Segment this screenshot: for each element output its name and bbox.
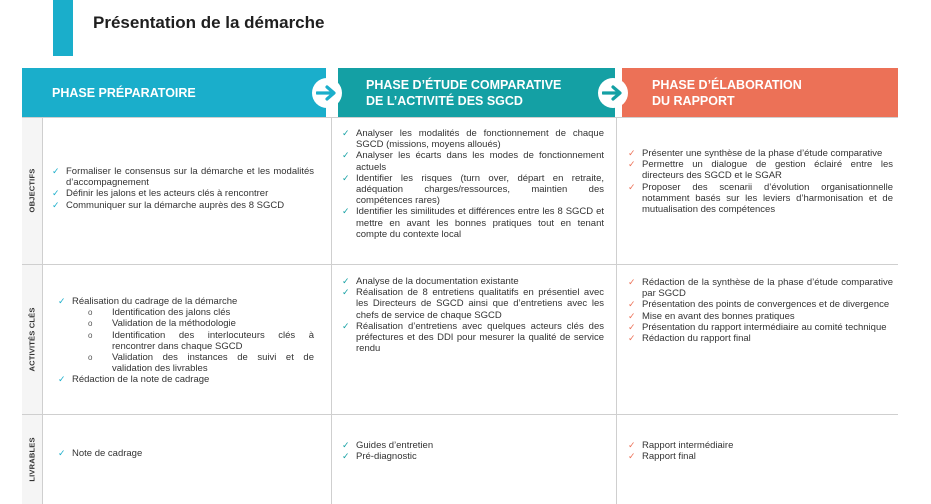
phase-header-etude-comparative bbox=[338, 68, 615, 117]
grid-divider bbox=[616, 117, 617, 504]
list-item: ✓ Rapport final bbox=[628, 451, 696, 463]
list-item: ✓ Guides d’entretien bbox=[342, 440, 434, 451]
grid-divider bbox=[22, 264, 898, 265]
activites-phase3 bbox=[628, 277, 893, 344]
arrow-right-icon bbox=[312, 78, 342, 108]
objectifs-phase2 bbox=[342, 128, 604, 240]
list-item: ✓ Rédaction de la synthèse de la phase d’étude comparative par SGCD bbox=[628, 277, 893, 300]
checkmark-icon: ✓ bbox=[342, 206, 350, 217]
sub-list-item: o Identification des interlocuteurs clés à rencontrer dans chaque SGCD bbox=[88, 329, 314, 352]
phase-title-line: PHASE D’ÉTUDE COMPARATIVE bbox=[366, 77, 562, 92]
list-item: ✓ Mise en avant des bonnes pratiques bbox=[628, 310, 795, 322]
list-item: ✓ Analyse de la documentation existante bbox=[342, 276, 519, 287]
checkmark-icon: ✓ bbox=[342, 150, 350, 161]
checkmark-icon: ✓ bbox=[628, 159, 636, 170]
checkmark-icon: ✓ bbox=[52, 166, 60, 176]
list-item: ✓ Communiquer sur la démarche auprès des 8 SGCD bbox=[52, 199, 285, 211]
checkmark-icon: ✓ bbox=[342, 320, 350, 331]
checkmark-icon: ✓ bbox=[342, 172, 350, 183]
checkmark-icon: ✓ bbox=[58, 296, 66, 306]
checkmark-icon: ✓ bbox=[628, 181, 636, 192]
checkmark-icon: ✓ bbox=[628, 299, 636, 310]
row-label-livrables: LIVRABLES bbox=[27, 436, 37, 482]
phase-title-line: DU RAPPORT bbox=[652, 93, 735, 108]
list-item: ✓ Identifier les similitudes et différences entre les 8 SGCD et mettre en avant les bonnes pratiques tout en tenant compte du contexte local bbox=[342, 206, 604, 240]
checkmark-icon: ✓ bbox=[628, 277, 636, 287]
livrables-phase3 bbox=[628, 440, 893, 462]
circle-bullet-icon: o bbox=[88, 308, 93, 318]
grid-divider bbox=[22, 414, 898, 415]
list-item: ✓ Présentation des points de convergences et de divergence bbox=[628, 299, 890, 311]
activites-phase1 bbox=[58, 296, 314, 386]
grid-divider bbox=[42, 117, 43, 504]
phase-title-line: PHASE D’ÉLABORATION bbox=[652, 77, 802, 92]
sub-list-item: o Validation de la méthodologie bbox=[88, 318, 236, 330]
list-item: ✓ Présenter une synthèse de la phase d’étude comparative bbox=[628, 148, 883, 159]
phase-title-line: PHASE PRÉPARATOIRE bbox=[52, 85, 196, 100]
list-item: ✓ Note de cadrage bbox=[58, 448, 143, 459]
grid-divider bbox=[331, 117, 332, 504]
checkmark-icon: ✓ bbox=[342, 440, 350, 450]
list-item: ✓ Définir les jalons et les acteurs clés à rencontrer bbox=[52, 188, 269, 200]
list-item: ✓ Analyser les écarts dans les modes de fonctionnement actuels bbox=[342, 150, 604, 173]
circle-bullet-icon: o bbox=[88, 319, 93, 329]
list-item: ✓ Présentation du rapport intermédiaire au comité technique bbox=[628, 321, 887, 333]
objectifs-phase1 bbox=[52, 166, 314, 211]
list-item: ✓ Réalisation d’entretiens avec quelques acteurs clés des préfectures et des DDI pour mesurer la qualité de service rendu bbox=[342, 320, 604, 355]
checkmark-icon: ✓ bbox=[342, 276, 350, 286]
list-item: ✓ Rédaction du rapport final bbox=[628, 333, 751, 345]
sub-list-item: o Identification des jalons clés bbox=[88, 307, 231, 319]
phase-title-line: DE L’ACTIVITÉ DES SGCD bbox=[366, 93, 523, 108]
livrables-phase1 bbox=[58, 448, 314, 459]
checkmark-icon: ✓ bbox=[342, 287, 350, 298]
checkmark-icon: ✓ bbox=[628, 333, 636, 344]
list-item: ✓ Proposer des scenarii d’évolution organisationnelle notamment basés sur les leviers d’harmonisation et de mutualisation des compétences bbox=[628, 181, 893, 216]
sub-list-item: o Validation des instances de suivi et de validation des livrables bbox=[88, 352, 314, 375]
checkmark-icon: ✓ bbox=[342, 451, 350, 462]
checkmark-icon: ✓ bbox=[52, 188, 60, 199]
list-item: ✓ Réalisation du cadrage de la démarche bbox=[58, 296, 238, 307]
list-item: ✓ Identifier les risques (turn over, départ en retraite, adéquation charges/ressources, maintien des compétences rares) bbox=[342, 172, 604, 207]
circle-bullet-icon: o bbox=[88, 353, 93, 363]
phase-header-elaboration-rapport bbox=[622, 68, 898, 117]
circle-bullet-icon: o bbox=[88, 330, 93, 340]
checkmark-icon: ✓ bbox=[52, 199, 60, 210]
activites-phase2 bbox=[342, 276, 604, 354]
list-item: ✓ Analyser les modalités de fonctionnement de chaque SGCD (missions, moyens alloués) bbox=[342, 128, 604, 151]
checkmark-icon: ✓ bbox=[628, 451, 636, 462]
checkmark-icon: ✓ bbox=[58, 448, 66, 458]
list-item: ✓ Réalisation de 8 entretiens qualitatifs en présentiel avec les Directeurs de SGCD ainsi que d’entretiens avec les chefs de service de chaque SGCD bbox=[342, 287, 604, 321]
livrables-phase2 bbox=[342, 440, 604, 462]
list-item: ✓ Formaliser le consensus sur la démarche et les modalités d’accompagnement bbox=[52, 166, 314, 189]
row-label-activites-cles: ACTIVITÉS CLÉS bbox=[27, 306, 37, 372]
checkmark-icon: ✓ bbox=[628, 321, 636, 332]
checkmark-icon: ✓ bbox=[628, 148, 636, 158]
grid-divider bbox=[22, 117, 898, 118]
list-item: ✓ Pré-diagnostic bbox=[342, 451, 417, 463]
phase-header-preparatoire bbox=[22, 68, 326, 117]
list-item: ✓ Rapport intermédiaire bbox=[628, 440, 734, 451]
checkmark-icon: ✓ bbox=[628, 310, 636, 321]
list-item: ✓ Permettre un dialogue de gestion éclairé entre les directeurs des SGCD et le SGAR bbox=[628, 159, 893, 182]
objectifs-phase3 bbox=[628, 148, 893, 215]
page-title: Présentation de la démarche bbox=[93, 13, 325, 32]
arrow-right-icon bbox=[598, 78, 628, 108]
checkmark-icon: ✓ bbox=[58, 374, 66, 385]
row-label-objectifs: OBJECTIFS bbox=[27, 168, 37, 213]
title-accent-bar bbox=[53, 0, 73, 56]
checkmark-icon: ✓ bbox=[342, 128, 350, 138]
checkmark-icon: ✓ bbox=[628, 440, 636, 450]
list-item: ✓ Rédaction de la note de cadrage bbox=[58, 374, 210, 386]
